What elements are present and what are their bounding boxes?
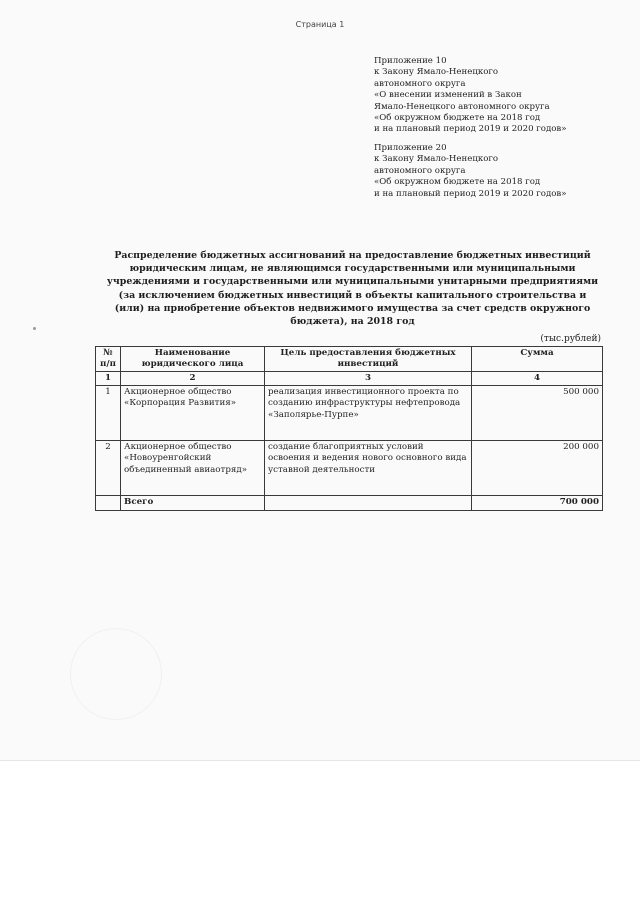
title-line: учреждениями и государственными или муниципальными унитарными предприятиями [106,276,599,288]
column-number-row [96,372,603,386]
row-purpose: создание благоприятных условий освоения и ведения нового основного вида уставной деятельности [265,441,472,496]
title-line: (за исключением бюджетных инвестиций в объекты капитального строительства и [118,289,587,301]
appendix-line: и на плановый период 2019 и 2020 годов» [374,124,567,135]
table-row [96,441,603,496]
header-purpose: Цель предоставления бюджетных инвестиций [265,347,472,372]
title-line: Распределение бюджетных ассигнований на предоставление бюджетных инвестиций [114,250,591,261]
row-sum: 200 000 [472,441,603,496]
appendix-line: Приложение 20 [374,143,447,153]
total-sum: 700 000 [472,496,603,511]
appendix-line: к Закону Ямало-Ненецкого [374,154,499,165]
appendix-line: «Об окружном бюджете на 2018 год [374,113,541,124]
title-line: (или) на приобретение объектов недвижимого имущества за счет средств окружного [114,302,591,314]
scan-speck [33,327,36,330]
appendix-20-header [374,143,614,200]
row-entity-name: Акционерное общество «Корпорация Развития» [121,386,265,441]
faint-stamp-mark [70,628,162,720]
allocation-table [95,346,603,511]
column-number: 1 [96,372,121,386]
row-num: 1 [96,386,121,441]
row-sum: 500 000 [472,386,603,441]
row-num: 2 [96,441,121,496]
column-number: 2 [121,372,265,386]
total-row [96,496,603,511]
total-label: Всего [121,496,265,511]
row-purpose: реализация инвестиционного проекта по созданию инфраструктуры нефтепровода «Заполярье-Пурпе» [265,386,472,441]
appendix-line: «О внесении изменений в Закон [374,90,522,101]
header-sum: Сумма [472,347,603,372]
appendix-line: автономного округа [374,78,466,89]
header-name: Наименование юридического лица [121,347,265,372]
total-empty-cell [96,496,121,511]
appendix-line: к Закону Ямало-Ненецкого [374,67,499,78]
appendix-line: Ямало-Ненецкого автономного округа [374,101,550,112]
title-line: юридическим лицам, не являющимся государственными или муниципальными [129,263,576,275]
units-label: (тыс.рублей) [540,334,601,344]
header-num: № п/п [96,347,121,372]
page-edge [0,760,640,761]
column-number: 4 [472,372,603,386]
row-entity-name: Акционерное общество «Новоуренгойский объединенный авиаотряд» [121,441,265,496]
page-label: Страница 1 [295,20,345,29]
document-title [100,249,605,328]
column-number: 3 [265,372,472,386]
appendix-line: и на плановый период 2019 и 2020 годов» [374,188,567,199]
table-row [96,386,603,441]
appendix-line: автономного округа [374,165,466,176]
appendix-line: Приложение 10 [374,56,447,66]
table-header-row [96,347,603,372]
total-empty-cell [265,496,472,511]
title-line: бюджета), на 2018 год [290,316,415,328]
appendix-10-header [374,56,614,136]
appendix-line: «Об окружном бюджете на 2018 год [374,177,541,188]
